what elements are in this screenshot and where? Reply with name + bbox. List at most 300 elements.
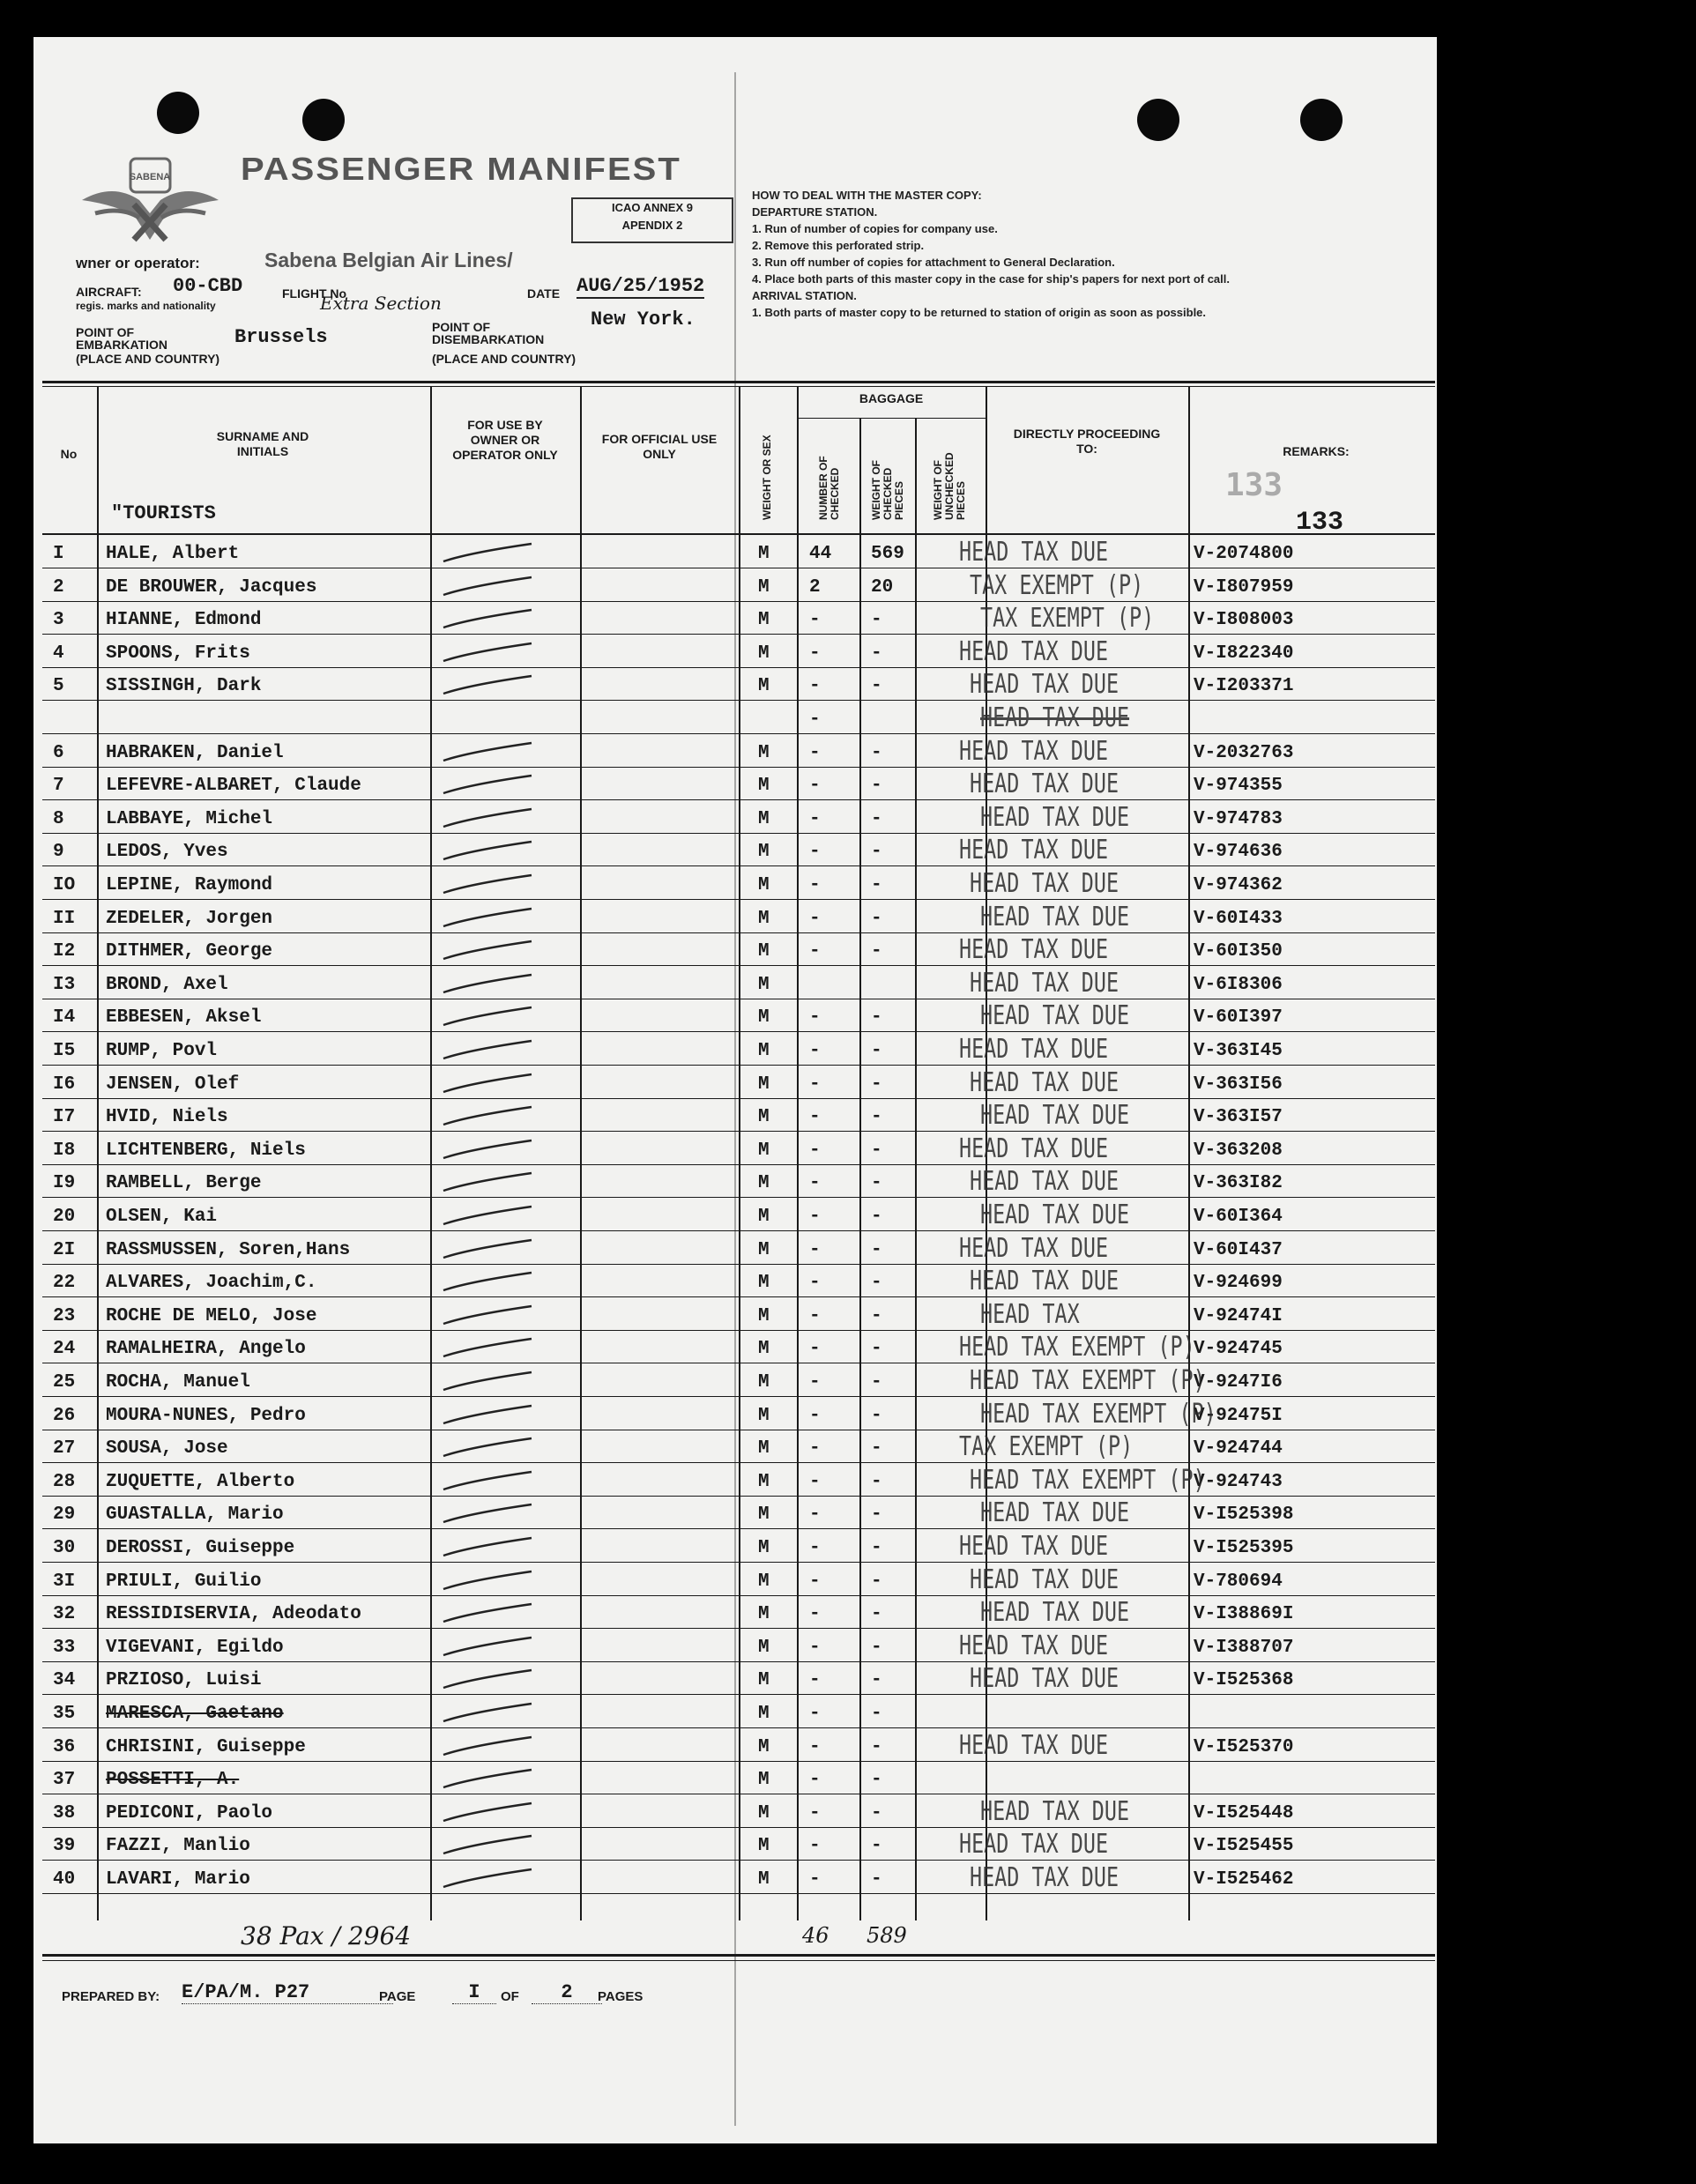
head-tax-stamp: HEAD TAX EXEMPT (P) — [959, 1332, 1195, 1363]
checked-pieces: - — [809, 1571, 821, 1592]
checked-weight: - — [871, 1704, 882, 1724]
passenger-name: RAMBELL, Berge — [106, 1173, 262, 1194]
check-mark-icon — [435, 1668, 536, 1691]
checked-weight: - — [871, 1736, 882, 1757]
passenger-sex: M — [758, 1637, 770, 1658]
svg-text:SABENA: SABENA — [129, 172, 171, 182]
table-row — [33, 1730, 1437, 1763]
icao-box — [571, 197, 733, 243]
passenger-name: PRZIOSO, Luisi — [106, 1670, 262, 1691]
passenger-name: PRIULI, Guilio — [106, 1571, 262, 1592]
passenger-sex: M — [758, 676, 770, 697]
checked-pieces: - — [809, 1836, 821, 1857]
passenger-sex: M — [758, 1107, 770, 1128]
row-divider — [42, 1727, 1435, 1728]
passenger-name: DE BROUWER, Jacques — [106, 576, 317, 598]
row-number: I — [53, 544, 64, 564]
passenger-name: HIANNE, Edmond — [106, 610, 262, 631]
check-mark-icon — [435, 1205, 536, 1228]
checked-pieces: - — [809, 1372, 821, 1393]
passenger-remark: V-6I8306 — [1194, 974, 1283, 995]
passenger-remark: V-363I82 — [1194, 1173, 1283, 1194]
row-divider — [42, 1131, 1435, 1132]
table-row — [33, 1796, 1437, 1829]
page-label: PAGE — [379, 1989, 416, 2004]
check-mark-icon — [435, 1039, 536, 1062]
head-tax-stamp: HEAD TAX DUE — [980, 1000, 1130, 1032]
page-value: I — [452, 1981, 496, 2004]
table-row — [33, 736, 1437, 769]
passenger-sex: M — [758, 776, 770, 797]
passenger-sex: M — [758, 1471, 770, 1492]
check-mark-icon — [435, 1105, 536, 1128]
check-mark-icon — [435, 973, 536, 996]
checked-weight: - — [871, 1770, 882, 1791]
row-divider — [42, 1396, 1435, 1397]
checked-weight: - — [871, 676, 882, 697]
check-mark-icon — [435, 1536, 536, 1559]
checked-weight: - — [871, 875, 882, 895]
passenger-remark: V-I525448 — [1194, 1802, 1294, 1824]
passenger-name: LAVARI, Mario — [106, 1869, 250, 1890]
check-mark-icon — [435, 674, 536, 697]
row-number: 20 — [53, 1207, 76, 1227]
row-number: 26 — [53, 1405, 76, 1426]
table-row — [33, 1133, 1437, 1166]
passenger-name: CHRISINI, Guiseppe — [106, 1736, 306, 1757]
row-divider — [42, 1694, 1435, 1695]
icao-line: APENDIX 2 — [621, 219, 683, 232]
col-surname: SURNAME AND INITIALS — [216, 429, 309, 458]
row-number: 32 — [53, 1604, 76, 1625]
passenger-name: HVID, Niels — [106, 1107, 228, 1128]
table-row — [33, 968, 1437, 1000]
head-tax-stamp: HEAD TAX DUE — [959, 735, 1109, 767]
passenger-remark: V-363I45 — [1194, 1041, 1283, 1061]
row-number: 33 — [53, 1637, 76, 1658]
passenger-sex: M — [758, 842, 770, 863]
row-divider — [42, 1562, 1435, 1563]
col-owner-use: FOR USE BY OWNER OR OPERATOR ONLY — [452, 418, 558, 462]
checked-pieces: - — [809, 1438, 821, 1460]
table-row — [33, 1299, 1437, 1332]
head-tax-stamp: HEAD TAX DUE — [970, 868, 1120, 899]
row-number: 27 — [53, 1438, 76, 1460]
row-divider — [42, 1230, 1435, 1231]
passenger-sex: M — [758, 1770, 770, 1791]
check-mark-icon — [435, 1073, 536, 1096]
prepared-value: E/PA/M. P27 — [182, 1981, 393, 2004]
passenger-sex: M — [758, 742, 770, 763]
checked-weight: - — [871, 808, 882, 829]
table-row — [33, 769, 1437, 801]
head-tax-stamp: HEAD TAX EXEMPT (P) — [970, 1464, 1206, 1496]
head-tax-stamp: HEAD TAX DUE — [970, 769, 1120, 800]
passenger-sex: M — [758, 1073, 770, 1095]
check-mark-icon — [435, 1271, 536, 1294]
row-divider — [42, 667, 1435, 668]
table-row — [33, 1564, 1437, 1597]
checked-weight: - — [871, 1471, 882, 1492]
head-tax-stamp: TAX EXEMPT (P) — [959, 1431, 1134, 1463]
checked-pieces: - — [809, 1107, 821, 1128]
regis-label: regis. marks and nationality — [76, 300, 216, 312]
row-number: 40 — [53, 1869, 76, 1890]
head-tax-stamp: HEAD TAX DUE — [970, 669, 1120, 701]
passenger-remark: V-60I364 — [1194, 1207, 1283, 1227]
passenger-remark: V-I822340 — [1194, 643, 1294, 664]
embark-sub: (PLACE AND COUNTRY) — [76, 352, 220, 366]
row-number: 2I — [53, 1239, 76, 1260]
table-top-border — [42, 381, 1435, 383]
table-row — [33, 1365, 1437, 1398]
checked-pieces: - — [809, 1802, 821, 1824]
passenger-remark: V-I807959 — [1194, 576, 1294, 598]
row-divider — [42, 1860, 1435, 1861]
row-number: I3 — [53, 974, 76, 995]
passenger-name: ROCHA, Manuel — [106, 1372, 250, 1393]
checked-weight: - — [871, 1207, 882, 1227]
passenger-name: RASSMUSSEN, Soren,Hans — [106, 1239, 351, 1260]
flight-value: Extra Section — [320, 293, 442, 314]
passenger-name: OLSEN, Kai — [106, 1207, 218, 1227]
passenger-sex: M — [758, 1372, 770, 1393]
check-mark-icon — [435, 1702, 536, 1725]
checked-pieces: - — [809, 676, 821, 697]
row-number: 7 — [53, 776, 64, 797]
page-title: PASSENGER MANIFEST — [241, 152, 681, 187]
passenger-remark: V-363I56 — [1194, 1073, 1283, 1095]
disembark-value: New York. — [591, 308, 696, 331]
table-row — [33, 1431, 1437, 1464]
row-divider — [42, 799, 1435, 800]
passenger-name: POSSETTI, A. — [106, 1770, 240, 1791]
passenger-name: HABRAKEN, Daniel — [106, 742, 284, 763]
checked-pieces: - — [809, 1504, 821, 1526]
checked-weight: - — [871, 1273, 882, 1294]
head-tax-stamp: HEAD TAX DUE — [970, 1266, 1120, 1297]
check-mark-icon — [435, 1602, 536, 1625]
passenger-remark: V-974636 — [1194, 842, 1283, 863]
table-row — [33, 570, 1437, 603]
passenger-name: LEPINE, Raymond — [106, 875, 273, 895]
table-row — [33, 1663, 1437, 1696]
checked-pieces: - — [809, 1471, 821, 1492]
check-mark-icon — [435, 1636, 536, 1659]
check-mark-icon — [435, 542, 536, 565]
passenger-remark: V-2032763 — [1194, 742, 1294, 763]
checked-weight: - — [871, 941, 882, 962]
passenger-sex: M — [758, 1207, 770, 1227]
passenger-sex: M — [758, 1007, 770, 1029]
passenger-sex: M — [758, 1239, 770, 1260]
row-number: I8 — [53, 1140, 76, 1161]
passenger-name: RUMP, Povl — [106, 1041, 218, 1061]
passenger-sex: M — [758, 1604, 770, 1625]
checked-pieces: - — [809, 1041, 821, 1061]
row-number: 9 — [53, 842, 64, 863]
check-mark-icon — [435, 1238, 536, 1261]
row-divider — [42, 965, 1435, 966]
row-number: I4 — [53, 1007, 76, 1029]
checked-weight: - — [871, 1438, 882, 1460]
row-divider — [42, 1330, 1435, 1331]
table-row — [33, 1862, 1437, 1895]
passenger-remark: V-60I437 — [1194, 1239, 1283, 1260]
check-mark-icon — [435, 642, 536, 665]
passenger-name: LICHTENBERG, Niels — [106, 1140, 306, 1161]
pages-label: PAGES — [598, 1989, 643, 2004]
table-row — [33, 1067, 1437, 1100]
head-tax-stamp: HEAD TAX DUE — [959, 1133, 1109, 1164]
passenger-remark: V-I525368 — [1194, 1670, 1294, 1691]
passenger-remark: V-924743 — [1194, 1471, 1283, 1492]
table-row — [33, 636, 1437, 669]
row-number: 30 — [53, 1538, 76, 1558]
checked-pieces: - — [809, 1007, 821, 1029]
head-tax-stamp: TAX EXEMPT (P) — [980, 603, 1155, 635]
instruction-item: 1. Run of number of copies for company use. — [752, 222, 998, 235]
head-tax-stamp: HEAD TAX DUE — [980, 801, 1130, 833]
passenger-name: PEDICONI, Paolo — [106, 1802, 273, 1824]
checked-pieces: - — [809, 1770, 821, 1791]
head-tax-stamp: HEAD TAX DUE — [980, 1597, 1130, 1629]
aircraft-label: AIRCRAFT: — [76, 285, 142, 299]
checked-weight: - — [871, 610, 882, 631]
passenger-remark: V-974783 — [1194, 808, 1283, 829]
row-divider — [42, 1031, 1435, 1032]
passenger-remark: V-I388707 — [1194, 1637, 1294, 1658]
check-mark-icon — [435, 1768, 536, 1791]
passenger-remark: V-I203371 — [1194, 676, 1294, 697]
passenger-sex: M — [758, 1538, 770, 1558]
head-tax-stamp: HEAD TAX DUE — [980, 901, 1130, 932]
section-label: "TOURISTS — [111, 502, 216, 524]
col-remarks: REMARKS: — [1283, 444, 1350, 458]
checked-pieces: - — [809, 742, 821, 763]
check-mark-icon — [435, 873, 536, 896]
check-mark-icon — [435, 1006, 536, 1029]
checked-weight: - — [871, 1869, 882, 1890]
checked-weight: - — [871, 842, 882, 863]
checked-pieces: - — [809, 842, 821, 863]
table-row — [33, 934, 1437, 967]
check-mark-icon — [435, 907, 536, 930]
passenger-remark: V-I525370 — [1194, 1736, 1294, 1757]
checked-weight: - — [871, 1802, 882, 1824]
check-mark-icon — [435, 1337, 536, 1360]
passenger-sex: M — [758, 808, 770, 829]
check-mark-icon — [435, 840, 536, 863]
row-number: 3 — [53, 610, 64, 631]
head-tax-stamp: HEAD TAX DUE — [970, 1862, 1120, 1893]
row-number: I7 — [53, 1107, 76, 1128]
checked-weight: - — [871, 1670, 882, 1691]
checked-weight: - — [871, 1538, 882, 1558]
checked-pieces: - — [809, 941, 821, 962]
checked-weight: - — [871, 1604, 882, 1625]
check-mark-icon — [435, 608, 536, 631]
head-tax-stamp: HEAD TAX DUE — [970, 967, 1120, 999]
row-number: 3I — [53, 1571, 76, 1592]
checked-pieces: - — [809, 875, 821, 895]
row-divider — [42, 833, 1435, 834]
passenger-sex: M — [758, 544, 770, 564]
checked-pieces: - — [809, 1339, 821, 1360]
checked-weight: - — [871, 1073, 882, 1095]
owner-label: wner or operator: — [76, 255, 200, 271]
check-mark-icon — [435, 807, 536, 830]
passenger-sex: M — [758, 1041, 770, 1061]
passenger-remark: V-I525395 — [1194, 1538, 1294, 1558]
passenger-name: JENSEN, Olef — [106, 1073, 240, 1095]
checked-weight: - — [871, 776, 882, 797]
head-tax-stamp: HEAD TAX DUE — [959, 835, 1109, 866]
row-number: II — [53, 908, 76, 929]
head-tax-stamp: HEAD TAX DUE — [970, 1166, 1120, 1198]
row-number: 39 — [53, 1836, 76, 1857]
table-row — [33, 1399, 1437, 1431]
passenger-name: MARESCA, Gaetano — [106, 1704, 284, 1724]
row-divider — [42, 1098, 1435, 1099]
check-mark-icon — [435, 1868, 536, 1891]
checked-pieces: - — [809, 1273, 821, 1294]
passenger-remark: V-I525455 — [1194, 1836, 1294, 1857]
checked-pieces: - — [809, 1239, 821, 1260]
passenger-name: ZEDELER, Jorgen — [106, 908, 273, 929]
checked-pieces: - — [809, 1637, 821, 1658]
col-proceeding: DIRECTLY PROCEEDING TO: — [1013, 427, 1161, 456]
passenger-sex: M — [758, 1140, 770, 1161]
table-row — [33, 1332, 1437, 1364]
passenger-remark: V-60I397 — [1194, 1007, 1283, 1029]
row-number: 28 — [53, 1471, 76, 1492]
passenger-remark: V-924699 — [1194, 1273, 1283, 1294]
row-number: 29 — [53, 1504, 76, 1526]
table-row — [33, 868, 1437, 901]
passenger-sex: M — [758, 1670, 770, 1691]
table-row — [33, 1631, 1437, 1663]
row-divider — [42, 1628, 1435, 1629]
row-divider — [42, 932, 1435, 933]
table-row — [33, 1233, 1437, 1266]
passenger-sex: M — [758, 1869, 770, 1890]
head-tax-stamp: HEAD TAX DUE — [980, 1497, 1130, 1529]
row-divider — [42, 1264, 1435, 1265]
check-mark-icon — [435, 741, 536, 764]
head-tax-stamp: HEAD TAX DUE — [970, 1564, 1120, 1595]
row-divider — [42, 634, 1435, 635]
passenger-name: VIGEVANI, Egildo — [106, 1637, 284, 1658]
col-no: No — [60, 447, 78, 461]
head-tax-stamp: HEAD TAX DUE — [959, 1729, 1109, 1761]
checked-weight: 569 — [871, 544, 904, 564]
table-row — [33, 1597, 1437, 1630]
head-tax-stamp: HEAD TAX DUE — [959, 1630, 1109, 1661]
checked-pieces: 44 — [809, 544, 832, 564]
passenger-remark: V-I525398 — [1194, 1504, 1294, 1526]
table-row — [33, 1000, 1437, 1033]
flight-label: FLIGHT No — [282, 286, 347, 301]
head-tax-stamp: HEAD TAX DUE — [980, 1100, 1130, 1132]
checked-weight: - — [871, 1041, 882, 1061]
check-mark-icon — [435, 774, 536, 797]
passenger-sex: M — [758, 1438, 770, 1460]
table-row — [33, 802, 1437, 835]
passenger-name: SISSINGH, Dark — [106, 676, 262, 697]
checked-weight: - — [871, 1007, 882, 1029]
passenger-remark: V-60I433 — [1194, 908, 1283, 929]
row-number: I9 — [53, 1173, 76, 1194]
head-tax-stamp: HEAD TAX DUE — [980, 1200, 1130, 1230]
table-row — [33, 1465, 1437, 1497]
checked-pieces: 2 — [809, 576, 821, 598]
table-row — [33, 902, 1437, 934]
row-divider — [42, 700, 1435, 701]
passenger-sex: M — [758, 610, 770, 631]
passenger-name: LEFEVRE-ALBARET, Claude — [106, 776, 361, 797]
passenger-sex: M — [758, 1571, 770, 1592]
checked-weight: - — [871, 1405, 882, 1426]
head-tax-stamp: HEAD TAX DUE — [959, 1829, 1109, 1861]
passenger-remark: V-924744 — [1194, 1438, 1283, 1460]
table-row — [33, 1829, 1437, 1861]
head-tax-stamp: HEAD TAX DUE — [959, 1034, 1109, 1065]
table-bottom-border — [42, 1954, 1435, 1957]
check-mark-icon — [435, 1139, 536, 1162]
table-row — [33, 1531, 1437, 1564]
head-tax-stamp: HEAD TAX EXEMPT (P) — [970, 1365, 1206, 1396]
checked-pieces: - — [809, 643, 821, 664]
passenger-remark: V-92475I — [1194, 1405, 1283, 1426]
check-mark-icon — [435, 1171, 536, 1194]
table-row — [33, 1697, 1437, 1729]
row-divider — [42, 1462, 1435, 1463]
passenger-name: LABBAYE, Michel — [106, 808, 273, 829]
head-tax-stamp: HEAD TAX DUE — [959, 1232, 1109, 1264]
stamp-number: 133 — [1225, 467, 1283, 503]
table-row — [33, 1497, 1437, 1530]
checked-pieces: - — [809, 1538, 821, 1558]
row-divider — [42, 865, 1435, 866]
passenger-remark: V-92474I — [1194, 1305, 1283, 1326]
head-tax-stamp: HEAD TAX DUE — [959, 635, 1109, 667]
check-mark-icon — [435, 940, 536, 962]
checked-pieces: - — [809, 1704, 821, 1724]
col-official-use: FOR OFFICIAL USE ONLY — [601, 432, 718, 461]
check-mark-icon — [435, 1437, 536, 1460]
row-divider — [42, 733, 1435, 734]
passenger-name: FAZZI, Manlio — [106, 1836, 250, 1857]
passenger-sex: M — [758, 941, 770, 962]
row-divider — [42, 1893, 1435, 1894]
passenger-remark: V-924745 — [1194, 1339, 1283, 1360]
passenger-name: MOURA-NUNES, Pedro — [106, 1405, 306, 1426]
checked-weight: - — [871, 1637, 882, 1658]
table-row — [33, 702, 1437, 735]
passenger-sex: M — [758, 1339, 770, 1360]
table-row — [33, 1100, 1437, 1133]
row-number: 34 — [53, 1670, 76, 1691]
passenger-name: SPOONS, Frits — [106, 643, 250, 664]
row-number: 23 — [53, 1305, 76, 1326]
head-tax-stamp: HEAD TAX DUE — [970, 1066, 1120, 1098]
passenger-sex: M — [758, 576, 770, 598]
passenger-sex: M — [758, 1504, 770, 1526]
passenger-remark: V-974362 — [1194, 875, 1283, 895]
instruction-item: 1. Both parts of master copy to be returned to station of origin as soon as possible. — [752, 306, 1207, 319]
passenger-remark: V-I38869I — [1194, 1604, 1294, 1625]
